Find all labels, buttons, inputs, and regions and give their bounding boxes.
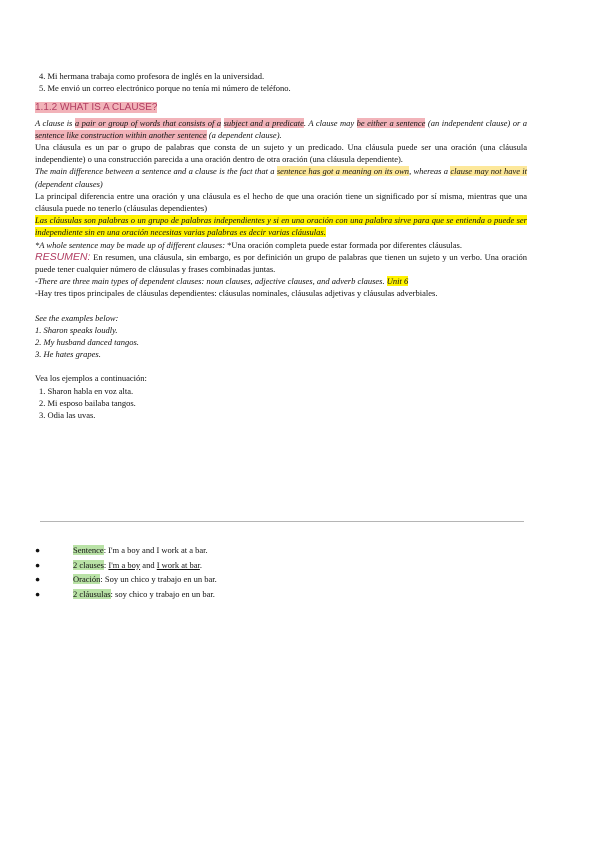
bullet-item-clauses: ● 2 clauses: I'm a boy and I work at bar.: [35, 558, 435, 573]
types-english: -There are three main types of dependent clauses: noun clauses, adjective clauses, and adverb clauses. Unit 6: [35, 276, 409, 287]
highlight-either-sentence: be either a sentence: [356, 117, 426, 128]
bullet-icon: ●: [35, 588, 41, 599]
bullet-item-oracion: ● Oración: Soy un chico y trabajo en un bar.: [35, 572, 435, 587]
clause-one: I'm a boy: [108, 559, 141, 570]
highlight-clause-may-not: clause may not have it: [450, 166, 528, 177]
difference-spanish: La principal diferencia entre una oración y una cláusula es el hecho de que una oración tiene un significado por sí misma, mientras que una cláusula puede no tenerlo (cláusulas dependientes): [35, 190, 527, 214]
bullet-icon: ●: [35, 545, 41, 555]
example-english-2: 2. My husband danced tangos.: [35, 337, 139, 348]
highlight-sentence-construction: sentence like construction within another sentence: [35, 129, 207, 140]
section-heading-text: 1.1.2 WHAT IS A CLAUSE?: [35, 102, 158, 114]
example-spanish-2: 2. Mi esposo bailaba tangos.: [39, 397, 136, 408]
difference-english: The main difference between a sentence and a clause is the fact that a sentence has got a meaning on its own, whereas a clause may not have it (dependent clauses): [35, 166, 528, 189]
example-spanish-3: 3. Odia las uvas.: [39, 410, 96, 421]
examples-english-title: See the examples below:: [35, 312, 119, 323]
definition-english: A clause is a pair or group of words that consists of a subject and a predicate. A clause may be either a sentence (an independent clause) or a sentence like construction within another sentence (a dependent clause).: [35, 117, 528, 140]
highlight-pair-of-words: a pair or group of words that consists of a: [74, 117, 222, 128]
example-spanish-1: 1. Sharon habla en voz alta.: [39, 385, 134, 396]
example-english-3: 3. He hates grapes.: [35, 349, 101, 360]
bullet-item-clausulas: ● 2 cláusulas: soy chico y trabajo en un bar.: [35, 587, 435, 602]
bullet-icon: ●: [35, 574, 41, 584]
label-sentence: Sentence: [73, 545, 104, 555]
highlight-subject-predicate: subject and a predicate: [223, 117, 304, 128]
clause-two: I work at bar: [156, 559, 200, 570]
highlight-meaning-own: sentence has got a meaning on its own: [276, 166, 410, 177]
bullet-icon: ●: [35, 559, 41, 570]
label-clauses: 2 clauses: [73, 559, 104, 570]
list-item-5: 5. Me envió un correo electrónico porque no tenía mi número de teléfono.: [39, 83, 291, 94]
whole-sentence-note: *A whole sentence may be made up of different clauses: *Una oración completa puede estar formada por diferentes cláusulas.: [35, 239, 462, 250]
label-clausulas: 2 cláusulas: [73, 588, 111, 599]
horizontal-divider: [40, 521, 524, 522]
list-item-4: 4. Mi hermana trabaja como profesora de inglés en la universidad.: [39, 71, 265, 81]
examples-spanish-title: Vea los ejemplos a continuación:: [35, 373, 147, 384]
section-heading: [35, 102, 527, 114]
highlighted-note: [35, 214, 527, 238]
bullet-list: [35, 543, 435, 601]
resumen-label: RESUMEN:: [35, 250, 91, 263]
label-oracion: Oración: [73, 574, 101, 584]
document-body: [35, 70, 527, 421]
bullet-item-sentence: ● Sentence: I'm a boy and I work at a bar.: [35, 543, 435, 558]
highlight-yellow-note: Las cláusulas son palabras o un grupo de palabras independientes y si en una oración con una palabra sirve para que se entienda o puede ser independiente sin en una oración necesitas varias palabras es decir varias cláusulas.: [35, 215, 527, 238]
example-english-1: 1. Sharon speaks loudly.: [35, 324, 118, 335]
resumen-paragraph: RESUMEN: En resumen, una cláusula, sin embargo, es por definición un grupo de palabras que tienen un sujeto y un verbo. Una oración puede tener cualquier número de cláusulas y frases combinadas juntas.: [35, 250, 527, 275]
types-spanish: -Hay tres tipos principales de cláusulas dependientes: cláusulas nominales, cláusulas adjetivas y cláusulas adverbiales.: [35, 288, 438, 299]
unit-6-tag: Unit 6: [386, 276, 409, 287]
definition-spanish: Una cláusula es un par o grupo de palabras que consta de un sujeto y un predicado. Una cláusula puede ser una oración (una cláusula independiente) o una construcción parecida a una oración dentro de otra oración (una cláusula dependiente).: [35, 142, 527, 165]
